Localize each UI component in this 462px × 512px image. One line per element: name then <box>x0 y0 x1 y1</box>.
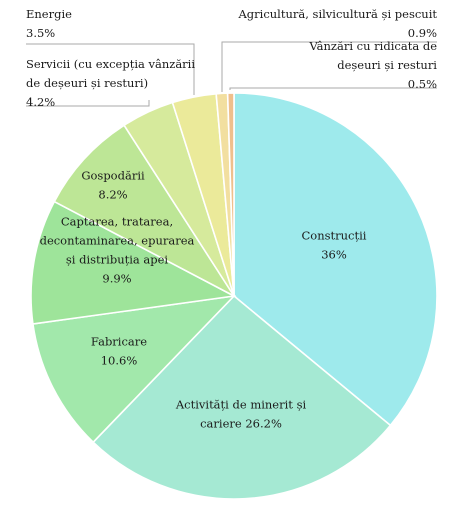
slice-label: Fabricare 10.6% <box>90 334 148 368</box>
slice-label: Gospodării 8.2% <box>81 168 145 202</box>
pie-slices <box>31 93 437 499</box>
slice-label: Construcții 36% <box>301 228 367 262</box>
leader-line <box>230 88 437 90</box>
slice-label: Captarea, tratarea, decontaminarea, epurarea și distribuția apei 9.9% <box>39 214 195 286</box>
slice-label: Agricultură, silvicultură și pescuit 0.9% <box>238 7 437 40</box>
slice-label: Vânzări cu ridicata de deșeuri și resturi 0.5% <box>309 39 437 91</box>
slice-label: Servicii (cu excepția vânzării de deșeuri și resturi) 4.2% <box>26 57 196 109</box>
slice-label: Energie 3.5% <box>26 7 72 40</box>
slice-label: Activități de minerit și cariere 26.2% <box>175 397 307 431</box>
